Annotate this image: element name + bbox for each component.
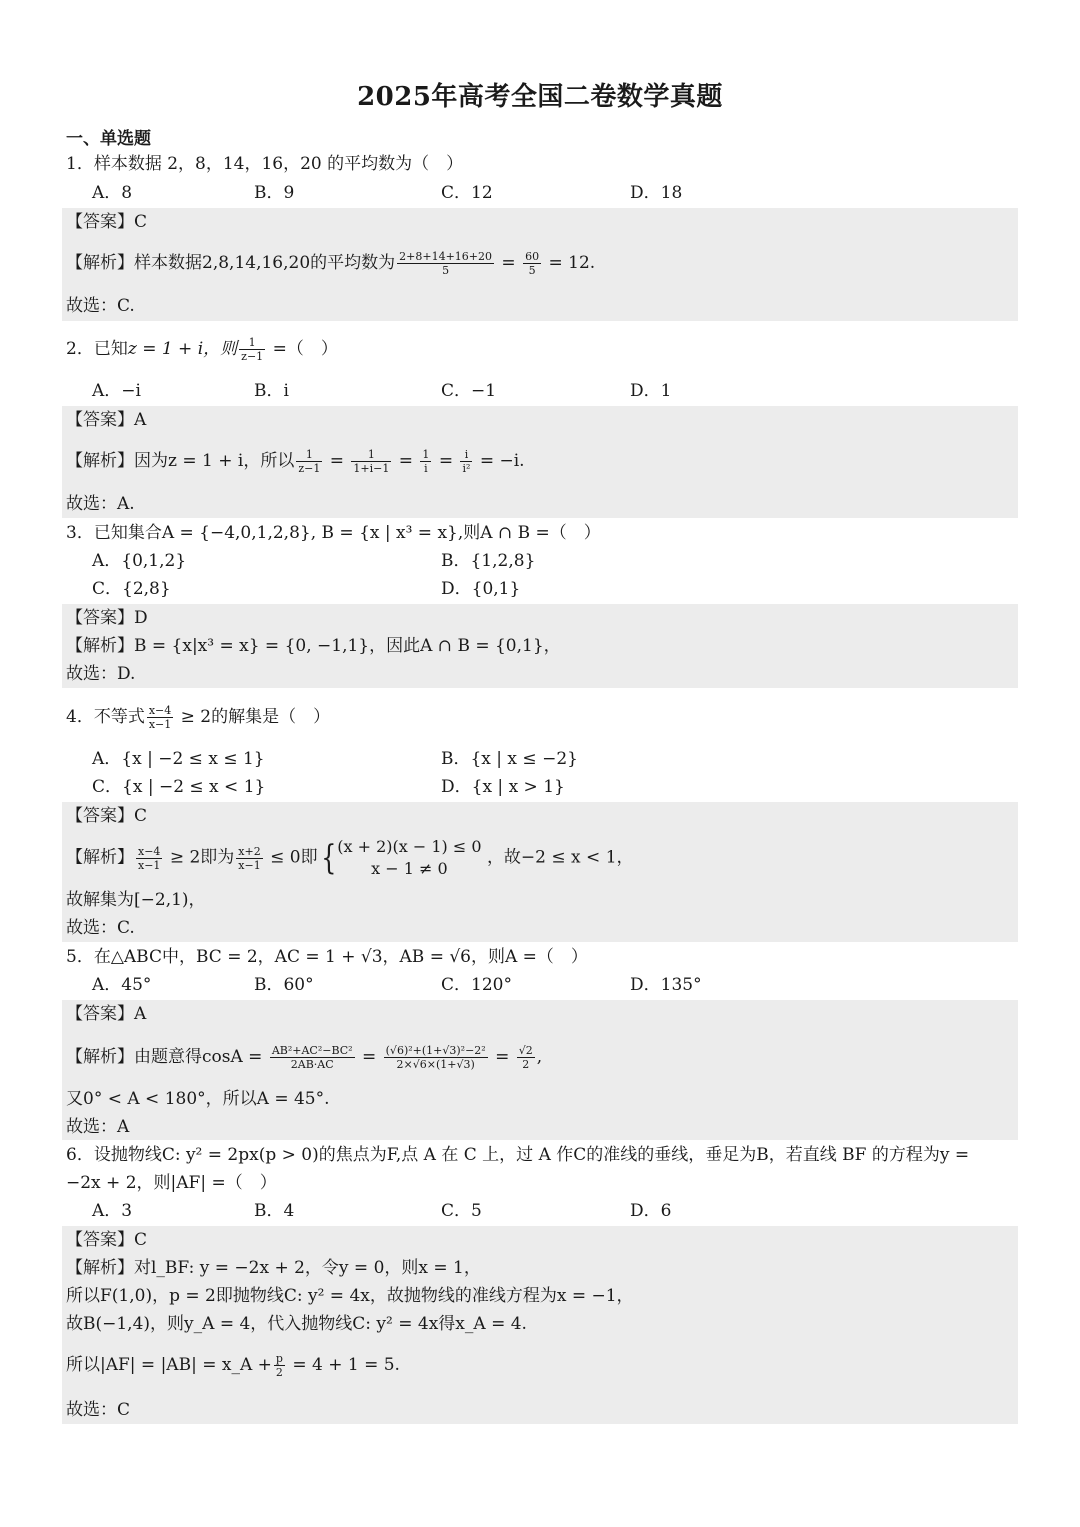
q4-analysis-mid-2: ≤ 0即 xyxy=(270,847,318,868)
q5-f3-den: 2 xyxy=(522,1058,530,1071)
q5-f2-den: 2×√6×(1+√3) xyxy=(396,1058,475,1071)
q1-frac2-num: 60 xyxy=(525,250,540,263)
q2-option-d: D．1 xyxy=(630,381,672,401)
q2-analysis: 【解析】因为z = 1 + i，所以 $\frac{1}{z-1}$ = $\frac{1}{1+i-1}$ = $\frac{1}{i}$ = $\frac{i}{\text{i²}}$ = −i. xyxy=(66,448,525,475)
q6-option-c: C．5 xyxy=(441,1201,482,1221)
q4-frac-num: x−4 xyxy=(148,704,172,717)
q2-stem-suffix: =（ ） xyxy=(272,339,338,359)
q4-option-d: D．{x | x > 1} xyxy=(441,777,565,797)
question-1-stem: 1．样本数据 2，8，14，16，20 的平均数为（ ） xyxy=(66,154,464,174)
q5-f3-num: √2 xyxy=(518,1044,533,1057)
question-5-stem: 5．在△ABC中，BC = 2，AC = 1 + √3，AB = √6，则A =（ ） xyxy=(66,947,588,967)
q5-f1-num: AB²+AC²−BC² xyxy=(271,1044,353,1057)
q1-answer: 【答案】C xyxy=(66,212,148,232)
q5-option-a: A．45° xyxy=(92,975,152,995)
q5-option-d: D．135° xyxy=(630,975,702,995)
q4-answer: 【答案】C xyxy=(66,806,148,826)
q6-answer: 【答案】C xyxy=(66,1230,148,1250)
q2-stem-fraction xyxy=(239,336,265,363)
q4-af1-num: x−4 xyxy=(138,844,161,858)
q1-option-d: D．18 xyxy=(630,183,683,203)
q5-answer: 【答案】A xyxy=(66,1004,147,1024)
q2-stem-expr: z = 1 + i，则 xyxy=(127,339,238,359)
q3-choice: 故选：D. xyxy=(66,664,136,684)
q6-l4-prefix: 所以|AF| = |AB| = x_A + xyxy=(66,1355,272,1375)
q2-f4-den: i² xyxy=(462,462,471,475)
q6-l4-suffix: = 4 + 1 = 5. xyxy=(292,1355,400,1375)
q5-analysis: 【解析】由题意得cosA = $\frac{\text{AB²+AC²−BC²}}{2AB\cdot AC}$ = $\frac{\text{(√6)²+(1+√3)²−2²}}{2\times√6\times(1+√3)}$ = $\frac{√2}{2}$ , xyxy=(66,1044,543,1071)
q6-analysis-line-4 xyxy=(66,1352,400,1379)
q1-analysis xyxy=(66,250,595,277)
q2-f2-den: 1+i−1 xyxy=(353,462,390,475)
q6-option-d: D．6 xyxy=(630,1201,672,1221)
q4-analysis-fraction-2 xyxy=(236,845,262,872)
q3-option-a: A．{0,1,2} xyxy=(92,551,187,571)
q5-option-b: B．60° xyxy=(254,975,314,995)
q5-angle-range: 又0° < A < 180°，所以A = 45°. xyxy=(66,1089,330,1109)
q5-analysis-prefix: 【解析】由题意得cosA = xyxy=(66,1047,263,1067)
q6-analysis-line-2: 所以F(1,0)，p = 2即抛物线C: y² = 4x，故抛物线的准线方程为x = −1， xyxy=(66,1286,634,1306)
q3-analysis: 【解析】B = {x|x³ = x} = {0, −1,1}，因此A ∩ B = {0,1}， xyxy=(66,636,561,656)
q6-l4-frac-den: 2 xyxy=(275,1366,283,1379)
q4-option-b: B．{x | x ≤ −2} xyxy=(441,749,578,769)
q5-f2-num: (√6)²+(1+√3)²−2² xyxy=(385,1044,486,1057)
q3-answer: 【答案】D xyxy=(66,608,148,628)
q5-fraction-1 xyxy=(270,1044,355,1071)
q2-option-b: B．i xyxy=(254,381,289,401)
q2-option-a: A．−i xyxy=(92,381,141,401)
q4-option-c: C．{x | −2 ≤ x < 1} xyxy=(92,777,266,797)
q4-analysis-mid-1: ≥ 2即为 xyxy=(169,847,235,868)
q2-choice: 故选：A. xyxy=(66,494,135,514)
q4-af1-den: x−1 xyxy=(138,858,161,872)
q2-fraction-2 xyxy=(351,448,391,475)
q1-choice: 故选：C. xyxy=(66,296,135,316)
q5-f1-den: 2AB·AC xyxy=(290,1058,334,1071)
q3-option-d: D．{0,1} xyxy=(441,579,521,599)
q2-result: = −i. xyxy=(479,451,525,471)
q2-f1-num: 1 xyxy=(296,448,322,462)
question-6-stem-line-2: −2x + 2，则|AF| =（ ） xyxy=(66,1173,277,1193)
q1-analysis-text: 【解析】样本数据2,8,14,16,20的平均数为 xyxy=(66,253,396,273)
q3-option-c: C．{2,8} xyxy=(92,579,171,599)
q2-frac-num: 1 xyxy=(239,336,265,350)
q1-option-a: A．8 xyxy=(92,183,133,203)
q4-option-a: A．{x | −2 ≤ x ≤ 1} xyxy=(92,749,265,769)
q6-choice: 故选：C xyxy=(66,1400,131,1420)
q1-eq: = xyxy=(501,253,516,273)
q1-result: = 12. xyxy=(548,253,596,273)
q6-l4-fraction xyxy=(274,1352,285,1379)
q4-af2-num: x+2 xyxy=(238,844,261,858)
q2-fraction-3 xyxy=(420,448,431,475)
question-3-stem: 3．已知集合A = {−4,0,1,2,8}, B = {x | x³ = x},则A ∩ B =（ ） xyxy=(66,523,601,543)
q4-stem-suffix: ≥ 2的解集是（ ） xyxy=(180,707,331,727)
page-title: 2025年高考全国二卷数学真题 xyxy=(357,82,723,112)
q1-frac1-num: 2+8+14+16+20 xyxy=(399,250,493,263)
q4-choice: 故选：C. xyxy=(66,918,135,938)
q2-stem-prefix: 2．已知 xyxy=(66,339,128,359)
q2-f1-den: z−1 xyxy=(298,462,321,475)
q6-option-b: B．4 xyxy=(254,1201,295,1221)
q4-system-line-1: (x + 2)(x − 1) ≤ 0 xyxy=(337,837,482,856)
q4-stem-prefix: 4．不等式 xyxy=(66,707,145,727)
q2-option-c: C．−1 xyxy=(441,381,497,401)
q4-inequality-system xyxy=(337,836,481,880)
q2-f3-den: i xyxy=(424,462,428,475)
q4-analysis-prefix: 【解析】 xyxy=(66,847,134,868)
question-2-stem xyxy=(66,336,338,363)
q6-analysis-line-3: 故B(−1,4)，则y_A = 4，代入抛物线C: y² = 4x得x_A = 4. xyxy=(66,1314,527,1334)
section-heading: 一、单选题 xyxy=(66,129,151,149)
q5-analysis-end: , xyxy=(536,1047,543,1067)
q2-f2-num: 1 xyxy=(351,448,391,462)
q4-solution-set: 故解集为[−2,1)， xyxy=(66,890,206,910)
q1-fraction-2 xyxy=(523,250,541,277)
q2-fraction-1 xyxy=(296,448,322,475)
q5-choice: 故选：A xyxy=(66,1117,130,1137)
q6-l4-frac-num: p xyxy=(275,1352,283,1365)
q4-af2-den: x−1 xyxy=(238,858,261,872)
q5-option-c: C．120° xyxy=(441,975,512,995)
q1-option-c: C．12 xyxy=(441,183,493,203)
q5-fraction-3 xyxy=(517,1044,535,1071)
q6-analysis-line-1: 【解析】对l_BF: y = −2x + 2，令y = 0，则x = 1， xyxy=(66,1258,481,1278)
q4-system-line-2: x − 1 ≠ 0 xyxy=(371,859,448,878)
q4-analysis-fraction-1 xyxy=(136,845,162,872)
question-6-stem-line-1: 6．设抛物线C: y² = 2px(p > 0)的焦点为F,点 A 在 C 上，过 A 作C的准线的垂线，垂足为B，若直线 BF 的方程为y = xyxy=(66,1145,970,1165)
q2-frac-den: z−1 xyxy=(241,350,264,363)
q2-answer: 【答案】A xyxy=(66,410,147,430)
q2-f3-num: 1 xyxy=(422,448,430,461)
q4-analysis xyxy=(66,836,634,880)
q5-fraction-2 xyxy=(384,1044,488,1071)
q2-f4-num: i xyxy=(460,448,472,462)
q1-option-b: B．9 xyxy=(254,183,295,203)
q1-fraction-1 xyxy=(397,250,494,277)
q2-analysis-prefix: 【解析】因为z = 1 + i，所以 xyxy=(66,451,295,471)
q4-frac-den: x−1 xyxy=(148,718,172,731)
q6-option-a: A．3 xyxy=(92,1201,133,1221)
question-4-stem xyxy=(66,704,330,731)
q1-frac1-den: 5 xyxy=(442,264,450,277)
q2-fraction-4 xyxy=(460,448,472,475)
q3-option-b: B．{1,2,8} xyxy=(441,551,536,571)
q4-stem-fraction xyxy=(147,704,173,731)
left-brace-icon: { xyxy=(320,838,336,878)
q4-analysis-end: ，故−2 ≤ x < 1， xyxy=(486,847,634,868)
q1-frac2-den: 5 xyxy=(528,264,536,277)
